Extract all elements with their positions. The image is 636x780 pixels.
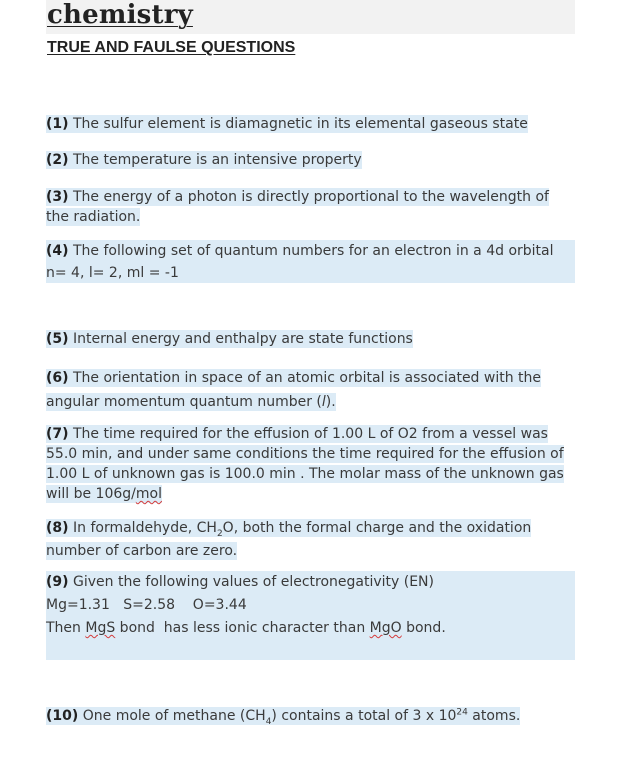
compound-mgs: MgS	[85, 620, 116, 636]
question-number: (10)	[46, 708, 79, 724]
subscript: 4	[265, 716, 272, 727]
question-number: (1)	[46, 116, 69, 132]
question-number: (2)	[46, 152, 69, 168]
question-text: Given the following values of electronegativity (EN)	[73, 574, 434, 590]
question-5	[46, 329, 413, 349]
question-text: The time required for the effusion of 1.00 L of O2 from a vessel was 55.0 min, and under same conditions the time required for the effusion of 1.00 L of unknown gas is 100.0 min . The molar mass of the unknown gas will be	[46, 426, 564, 502]
question-6	[46, 366, 546, 414]
question-text: The orientation in space of an atomic orbital is associated with the angular momentum quantum number (	[46, 370, 542, 410]
question-2	[46, 150, 362, 170]
question-8	[46, 517, 536, 563]
question-text-b: O, both the formal charge and the oxidation number of carbon are zero.	[46, 520, 532, 559]
question-number: (4)	[46, 243, 69, 259]
question-text: The following set of quantum numbers for an electron in a 4d orbital	[73, 243, 554, 259]
superscript: 24	[456, 707, 468, 718]
question-1	[46, 114, 528, 134]
quantum-symbol: l	[321, 394, 326, 410]
page-subtitle: TRUE AND FAULSE QUESTIONS	[47, 39, 296, 56]
question-number: (5)	[46, 331, 69, 347]
question-10	[46, 706, 520, 726]
question-text: The energy of a photon is directly proportional to the wavelength of the radiation.	[46, 189, 549, 225]
question-line-2: n= 4, l= 2, ml = -1	[46, 265, 179, 281]
subscript: 2	[216, 528, 223, 539]
question-text-end: ).	[325, 394, 336, 410]
question-9	[46, 571, 575, 660]
question-number: (3)	[46, 189, 69, 205]
question-3	[46, 187, 566, 227]
question-number: (6)	[46, 370, 69, 386]
question-number: (7)	[46, 426, 69, 442]
question-number: (9)	[46, 574, 69, 590]
question-text-a: One mole of methane (CH	[82, 708, 266, 724]
question-4	[46, 240, 575, 283]
question-text: The temperature is an intensive property	[73, 152, 362, 168]
answer-unit: mol	[135, 486, 162, 502]
compound-mgo: MgO	[369, 620, 402, 636]
question-text-b: ) contains a total of 3 x 10	[271, 708, 457, 724]
question-text-c: atoms.	[467, 708, 521, 724]
question-text: The sulfur element is diamagnetic in its elemental gaseous state	[73, 116, 528, 132]
question-line-3b: bond has less ionic character than	[115, 620, 370, 636]
question-text-a: In formaldehyde, CH	[73, 520, 217, 536]
question-line-3c: bond.	[401, 620, 446, 636]
question-7	[46, 424, 578, 504]
question-number: (8)	[46, 520, 69, 536]
electronegativity-values: Mg=1.31 S=2.58 O=3.44	[46, 597, 247, 613]
answer-value: 106g/	[95, 486, 136, 502]
question-text: Internal energy and enthalpy are state functions	[73, 331, 413, 347]
question-line-3a: Then	[46, 620, 86, 636]
page-title: chemistry	[47, 0, 193, 30]
